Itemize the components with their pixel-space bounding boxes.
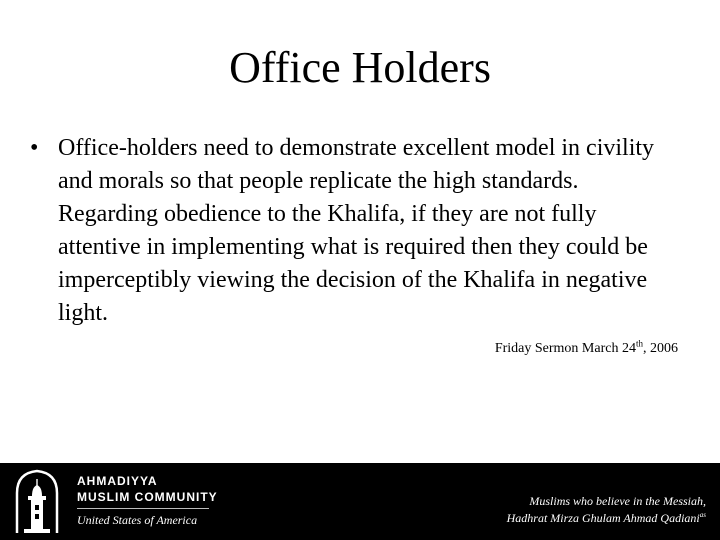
bullet-text: Office-holders need to demonstrate excellent model in civility and morals so that people replicate the high standards. Regarding obedience to the Khalifa, if they are not fully attentive in implementing what is required then they could be imperceptibly viewing the decision of the Khalifa in negative light. bbox=[58, 135, 655, 326]
bullet-item bbox=[30, 132, 690, 330]
org-country: United States of America bbox=[77, 513, 198, 527]
organization-name bbox=[77, 473, 218, 527]
tagline-line-2: Hadhrat Mirza Ghulam Ahmad Qadiani bbox=[506, 511, 700, 525]
footer-banner bbox=[0, 463, 720, 540]
citation-superscript: th bbox=[635, 338, 643, 349]
citation-prefix: Friday Sermon March 24 bbox=[494, 341, 636, 356]
tagline-honorific: as bbox=[699, 511, 706, 519]
slide-title: Office Holders bbox=[229, 43, 491, 92]
tagline-line-2-wrap bbox=[507, 510, 706, 527]
org-line-2: MUSLIM COMMUNITY bbox=[77, 490, 218, 504]
bullet-marker: • bbox=[30, 135, 39, 161]
citation-suffix: , 2006 bbox=[643, 341, 678, 356]
sermon-citation bbox=[495, 340, 678, 358]
org-line-1: AHMADIYYA bbox=[77, 474, 158, 488]
minaret-logo-icon bbox=[14, 469, 60, 535]
org-divider bbox=[77, 508, 209, 509]
tagline-line-1: Muslims who believe in the Messiah, bbox=[529, 494, 706, 508]
footer-tagline bbox=[507, 493, 706, 527]
